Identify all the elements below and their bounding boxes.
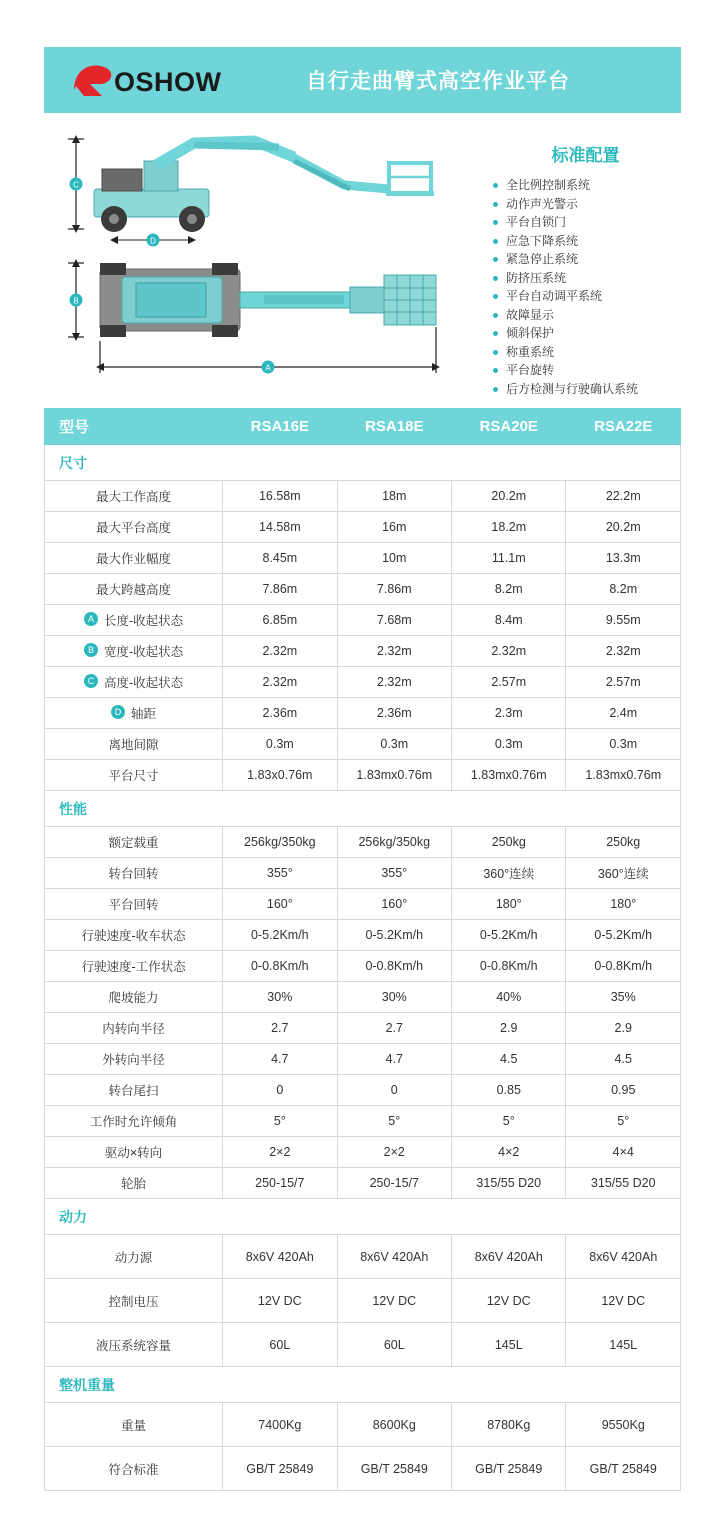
cell: 0-5.2Km/h bbox=[337, 920, 451, 951]
row-label: 工作时允许倾角 bbox=[45, 1106, 223, 1137]
cell: 4.7 bbox=[337, 1044, 451, 1075]
cell: 60L bbox=[337, 1323, 451, 1367]
cell: 0.3m bbox=[452, 729, 566, 760]
svg-text:D: D bbox=[150, 236, 156, 246]
row-label: 驱动×转向 bbox=[45, 1137, 223, 1168]
cell: 8x6V 420Ah bbox=[566, 1235, 681, 1279]
table-row bbox=[45, 574, 681, 605]
table-row bbox=[45, 920, 681, 951]
table-row bbox=[45, 1137, 681, 1168]
cell: 7.86m bbox=[223, 574, 337, 605]
row-label: 轮胎 bbox=[45, 1168, 223, 1199]
cell: 160° bbox=[223, 889, 337, 920]
cell: 20.2m bbox=[452, 481, 566, 512]
row-label: 平台回转 bbox=[45, 889, 223, 920]
cell: 145L bbox=[452, 1323, 566, 1367]
spec-sheet-page bbox=[0, 47, 725, 1515]
cell: 8.2m bbox=[566, 574, 681, 605]
table-row bbox=[45, 636, 681, 667]
config-list bbox=[490, 176, 681, 398]
svg-text:C: C bbox=[73, 180, 79, 190]
row-label bbox=[45, 667, 223, 698]
cell: 12V DC bbox=[566, 1279, 681, 1323]
row-label: 符合标准 bbox=[45, 1447, 223, 1491]
cell: 8x6V 420Ah bbox=[452, 1235, 566, 1279]
cell: 30% bbox=[223, 982, 337, 1013]
cell: 2.32m bbox=[223, 667, 337, 698]
specification-table bbox=[44, 408, 681, 1491]
list-item: 平台自动调平系统 bbox=[490, 287, 681, 306]
row-label-text: 高度-收起状态 bbox=[103, 676, 184, 690]
table-row bbox=[45, 1106, 681, 1137]
table-row bbox=[45, 1013, 681, 1044]
cell: 4.5 bbox=[566, 1044, 681, 1075]
cell: 0-0.8Km/h bbox=[566, 951, 681, 982]
cell: 13.3m bbox=[566, 543, 681, 574]
cell: 7400Kg bbox=[223, 1403, 337, 1447]
cell: 2.32m bbox=[223, 636, 337, 667]
table-row bbox=[45, 605, 681, 636]
cell: 2.9 bbox=[566, 1013, 681, 1044]
cell: GB/T 25849 bbox=[337, 1447, 451, 1491]
cell: 1.83mx0.76m bbox=[452, 760, 566, 791]
list-item: 动作声光警示 bbox=[490, 195, 681, 214]
cell: 2.32m bbox=[452, 636, 566, 667]
cell: 2.7 bbox=[223, 1013, 337, 1044]
cell: 35% bbox=[566, 982, 681, 1013]
cell: 10m bbox=[337, 543, 451, 574]
cell: 30% bbox=[337, 982, 451, 1013]
cell: 145L bbox=[566, 1323, 681, 1367]
table-row bbox=[45, 1323, 681, 1367]
cell: 4×4 bbox=[566, 1137, 681, 1168]
cell: GB/T 25849 bbox=[566, 1447, 681, 1491]
table-row bbox=[45, 1235, 681, 1279]
cell: 0-0.8Km/h bbox=[223, 951, 337, 982]
row-label: 重量 bbox=[45, 1403, 223, 1447]
svg-text:OSHOW: OSHOW bbox=[114, 67, 222, 97]
roshow-logo bbox=[66, 47, 237, 113]
cell: 355° bbox=[337, 858, 451, 889]
svg-text:B: B bbox=[73, 296, 79, 306]
cell: 0.3m bbox=[223, 729, 337, 760]
row-label-text: 长度-收起状态 bbox=[103, 614, 184, 628]
cell: 2.57m bbox=[566, 667, 681, 698]
row-label: 最大工作高度 bbox=[45, 481, 223, 512]
dimension-badge-d: D bbox=[111, 705, 125, 719]
cell: 0-0.8Km/h bbox=[337, 951, 451, 982]
cell: 0 bbox=[337, 1075, 451, 1106]
cell: 355° bbox=[223, 858, 337, 889]
table-row bbox=[45, 827, 681, 858]
cell: 0-5.2Km/h bbox=[452, 920, 566, 951]
section-header-weight bbox=[45, 1367, 681, 1403]
row-label: 液压系统容量 bbox=[45, 1323, 223, 1367]
table-row bbox=[45, 729, 681, 760]
cell: 0.95 bbox=[566, 1075, 681, 1106]
row-label: 最大作业幅度 bbox=[45, 543, 223, 574]
section-header-performance bbox=[45, 791, 681, 827]
cell: 9.55m bbox=[566, 605, 681, 636]
cell: 180° bbox=[566, 889, 681, 920]
cell: 8x6V 420Ah bbox=[337, 1235, 451, 1279]
list-item: 平台自锁门 bbox=[490, 213, 681, 232]
table-row bbox=[45, 1447, 681, 1491]
cell: 2.9 bbox=[452, 1013, 566, 1044]
cell: 256kg/350kg bbox=[337, 827, 451, 858]
list-item: 倾斜保护 bbox=[490, 324, 681, 343]
cell: 2.32m bbox=[566, 636, 681, 667]
section-title: 尺寸 bbox=[45, 445, 681, 481]
dimension-badge-a: A bbox=[84, 612, 98, 626]
table-row bbox=[45, 543, 681, 574]
cell: 8600Kg bbox=[337, 1403, 451, 1447]
cell: 360°连续 bbox=[452, 858, 566, 889]
table-row bbox=[45, 481, 681, 512]
cell: 315/55 D20 bbox=[452, 1168, 566, 1199]
cell: 2.3m bbox=[452, 698, 566, 729]
standard-configuration bbox=[474, 127, 681, 398]
cell: 9550Kg bbox=[566, 1403, 681, 1447]
cell: 8.4m bbox=[452, 605, 566, 636]
cell: 0.3m bbox=[566, 729, 681, 760]
section-header-dimensions bbox=[45, 445, 681, 481]
table-header-row bbox=[45, 409, 681, 445]
cell: 18.2m bbox=[452, 512, 566, 543]
row-label: 动力源 bbox=[45, 1235, 223, 1279]
cell: 2.7 bbox=[337, 1013, 451, 1044]
cell: 315/55 D20 bbox=[566, 1168, 681, 1199]
cell: GB/T 25849 bbox=[223, 1447, 337, 1491]
cell: 250-15/7 bbox=[223, 1168, 337, 1199]
cell: 16m bbox=[337, 512, 451, 543]
column-header-rsa22e: RSA22E bbox=[566, 409, 681, 445]
cell: 4.7 bbox=[223, 1044, 337, 1075]
row-label: 最大跨越高度 bbox=[45, 574, 223, 605]
boom-lift-drawing-icon bbox=[44, 127, 474, 392]
cell: 160° bbox=[337, 889, 451, 920]
section-title: 整机重量 bbox=[45, 1367, 681, 1403]
cell: 0-5.2Km/h bbox=[223, 920, 337, 951]
row-label-text: 宽度-收起状态 bbox=[103, 645, 184, 659]
cell: 7.68m bbox=[337, 605, 451, 636]
list-item: 称重系统 bbox=[490, 343, 681, 362]
logo-icon bbox=[72, 60, 237, 100]
cell: 7.86m bbox=[337, 574, 451, 605]
cell: 0-0.8Km/h bbox=[452, 951, 566, 982]
cell: 360°连续 bbox=[566, 858, 681, 889]
page-title: 自行走曲臂式高空作业平台 bbox=[306, 70, 570, 93]
cell: 2×2 bbox=[337, 1137, 451, 1168]
cell: 2.32m bbox=[337, 636, 451, 667]
cell: 8780Kg bbox=[452, 1403, 566, 1447]
cell: 12V DC bbox=[223, 1279, 337, 1323]
cell: 4×2 bbox=[452, 1137, 566, 1168]
cell: 12V DC bbox=[452, 1279, 566, 1323]
cell: 0.3m bbox=[337, 729, 451, 760]
table-row bbox=[45, 982, 681, 1013]
row-label: 额定载重 bbox=[45, 827, 223, 858]
cell: 1.83mx0.76m bbox=[566, 760, 681, 791]
list-item: 平台旋转 bbox=[490, 361, 681, 380]
cell: 40% bbox=[452, 982, 566, 1013]
table-row bbox=[45, 512, 681, 543]
column-header-rsa16e: RSA16E bbox=[223, 409, 337, 445]
cell: 2.4m bbox=[566, 698, 681, 729]
cell: 5° bbox=[223, 1106, 337, 1137]
cell: 2.32m bbox=[337, 667, 451, 698]
cell: 250kg bbox=[452, 827, 566, 858]
cell: 2.36m bbox=[337, 698, 451, 729]
row-label: 转台回转 bbox=[45, 858, 223, 889]
cell: 5° bbox=[566, 1106, 681, 1137]
column-header-rsa18e: RSA18E bbox=[337, 409, 451, 445]
cell: 1.83mx0.76m bbox=[337, 760, 451, 791]
section-title: 动力 bbox=[45, 1199, 681, 1235]
cell: 11.1m bbox=[452, 543, 566, 574]
cell: 1.83x0.76m bbox=[223, 760, 337, 791]
row-label: 行驶速度-工作状态 bbox=[45, 951, 223, 982]
table-row bbox=[45, 1168, 681, 1199]
cell: 250kg bbox=[566, 827, 681, 858]
cell: GB/T 25849 bbox=[452, 1447, 566, 1491]
table-row bbox=[45, 858, 681, 889]
config-title: 标准配置 bbox=[551, 146, 620, 165]
cell: 256kg/350kg bbox=[223, 827, 337, 858]
list-item: 紧急停止系统 bbox=[490, 250, 681, 269]
column-header-rsa20e: RSA20E bbox=[452, 409, 566, 445]
table-row bbox=[45, 889, 681, 920]
row-label: 平台尺寸 bbox=[45, 760, 223, 791]
table-row bbox=[45, 760, 681, 791]
cell: 6.85m bbox=[223, 605, 337, 636]
list-item: 全比例控制系统 bbox=[490, 176, 681, 195]
row-label: 离地间隙 bbox=[45, 729, 223, 760]
cell: 16.58m bbox=[223, 481, 337, 512]
row-label: 转台尾扫 bbox=[45, 1075, 223, 1106]
table-row bbox=[45, 667, 681, 698]
page-header bbox=[44, 47, 681, 113]
illustration-and-config bbox=[44, 127, 681, 398]
dimension-badge-c: C bbox=[84, 674, 98, 688]
cell: 0-5.2Km/h bbox=[566, 920, 681, 951]
list-item: 后方检测与行驶确认系统 bbox=[490, 380, 681, 399]
section-header-power bbox=[45, 1199, 681, 1235]
table-row bbox=[45, 1279, 681, 1323]
cell: 60L bbox=[223, 1323, 337, 1367]
cell: 180° bbox=[452, 889, 566, 920]
list-item: 故障显示 bbox=[490, 306, 681, 325]
cell: 8.45m bbox=[223, 543, 337, 574]
row-label: 控制电压 bbox=[45, 1279, 223, 1323]
list-item: 防挤压系统 bbox=[490, 269, 681, 288]
row-label: 最大平台高度 bbox=[45, 512, 223, 543]
svg-text:A: A bbox=[265, 363, 271, 373]
cell: 12V DC bbox=[337, 1279, 451, 1323]
cell: 4.5 bbox=[452, 1044, 566, 1075]
section-title: 性能 bbox=[45, 791, 681, 827]
row-label bbox=[45, 636, 223, 667]
cell: 20.2m bbox=[566, 512, 681, 543]
cell: 5° bbox=[452, 1106, 566, 1137]
cell: 5° bbox=[337, 1106, 451, 1137]
table-row bbox=[45, 951, 681, 982]
cell: 22.2m bbox=[566, 481, 681, 512]
table-row bbox=[45, 698, 681, 729]
cell: 18m bbox=[337, 481, 451, 512]
row-label bbox=[45, 605, 223, 636]
cell: 0 bbox=[223, 1075, 337, 1106]
cell: 14.58m bbox=[223, 512, 337, 543]
row-label: 外转向半径 bbox=[45, 1044, 223, 1075]
dimension-badge-b: B bbox=[84, 643, 98, 657]
table-row bbox=[45, 1044, 681, 1075]
cell: 0.85 bbox=[452, 1075, 566, 1106]
cell: 2×2 bbox=[223, 1137, 337, 1168]
cell: 8x6V 420Ah bbox=[223, 1235, 337, 1279]
cell: 250-15/7 bbox=[337, 1168, 451, 1199]
table-row bbox=[45, 1403, 681, 1447]
cell: 2.57m bbox=[452, 667, 566, 698]
row-label-text: 轴距 bbox=[131, 707, 157, 721]
product-illustration bbox=[44, 127, 474, 398]
cell: 8.2m bbox=[452, 574, 566, 605]
row-label bbox=[45, 698, 223, 729]
row-label: 行驶速度-收车状态 bbox=[45, 920, 223, 951]
table-row bbox=[45, 1075, 681, 1106]
list-item: 应急下降系统 bbox=[490, 232, 681, 251]
row-label: 爬坡能力 bbox=[45, 982, 223, 1013]
row-label: 内转向半径 bbox=[45, 1013, 223, 1044]
cell: 2.36m bbox=[223, 698, 337, 729]
column-header-model: 型号 bbox=[45, 409, 223, 445]
